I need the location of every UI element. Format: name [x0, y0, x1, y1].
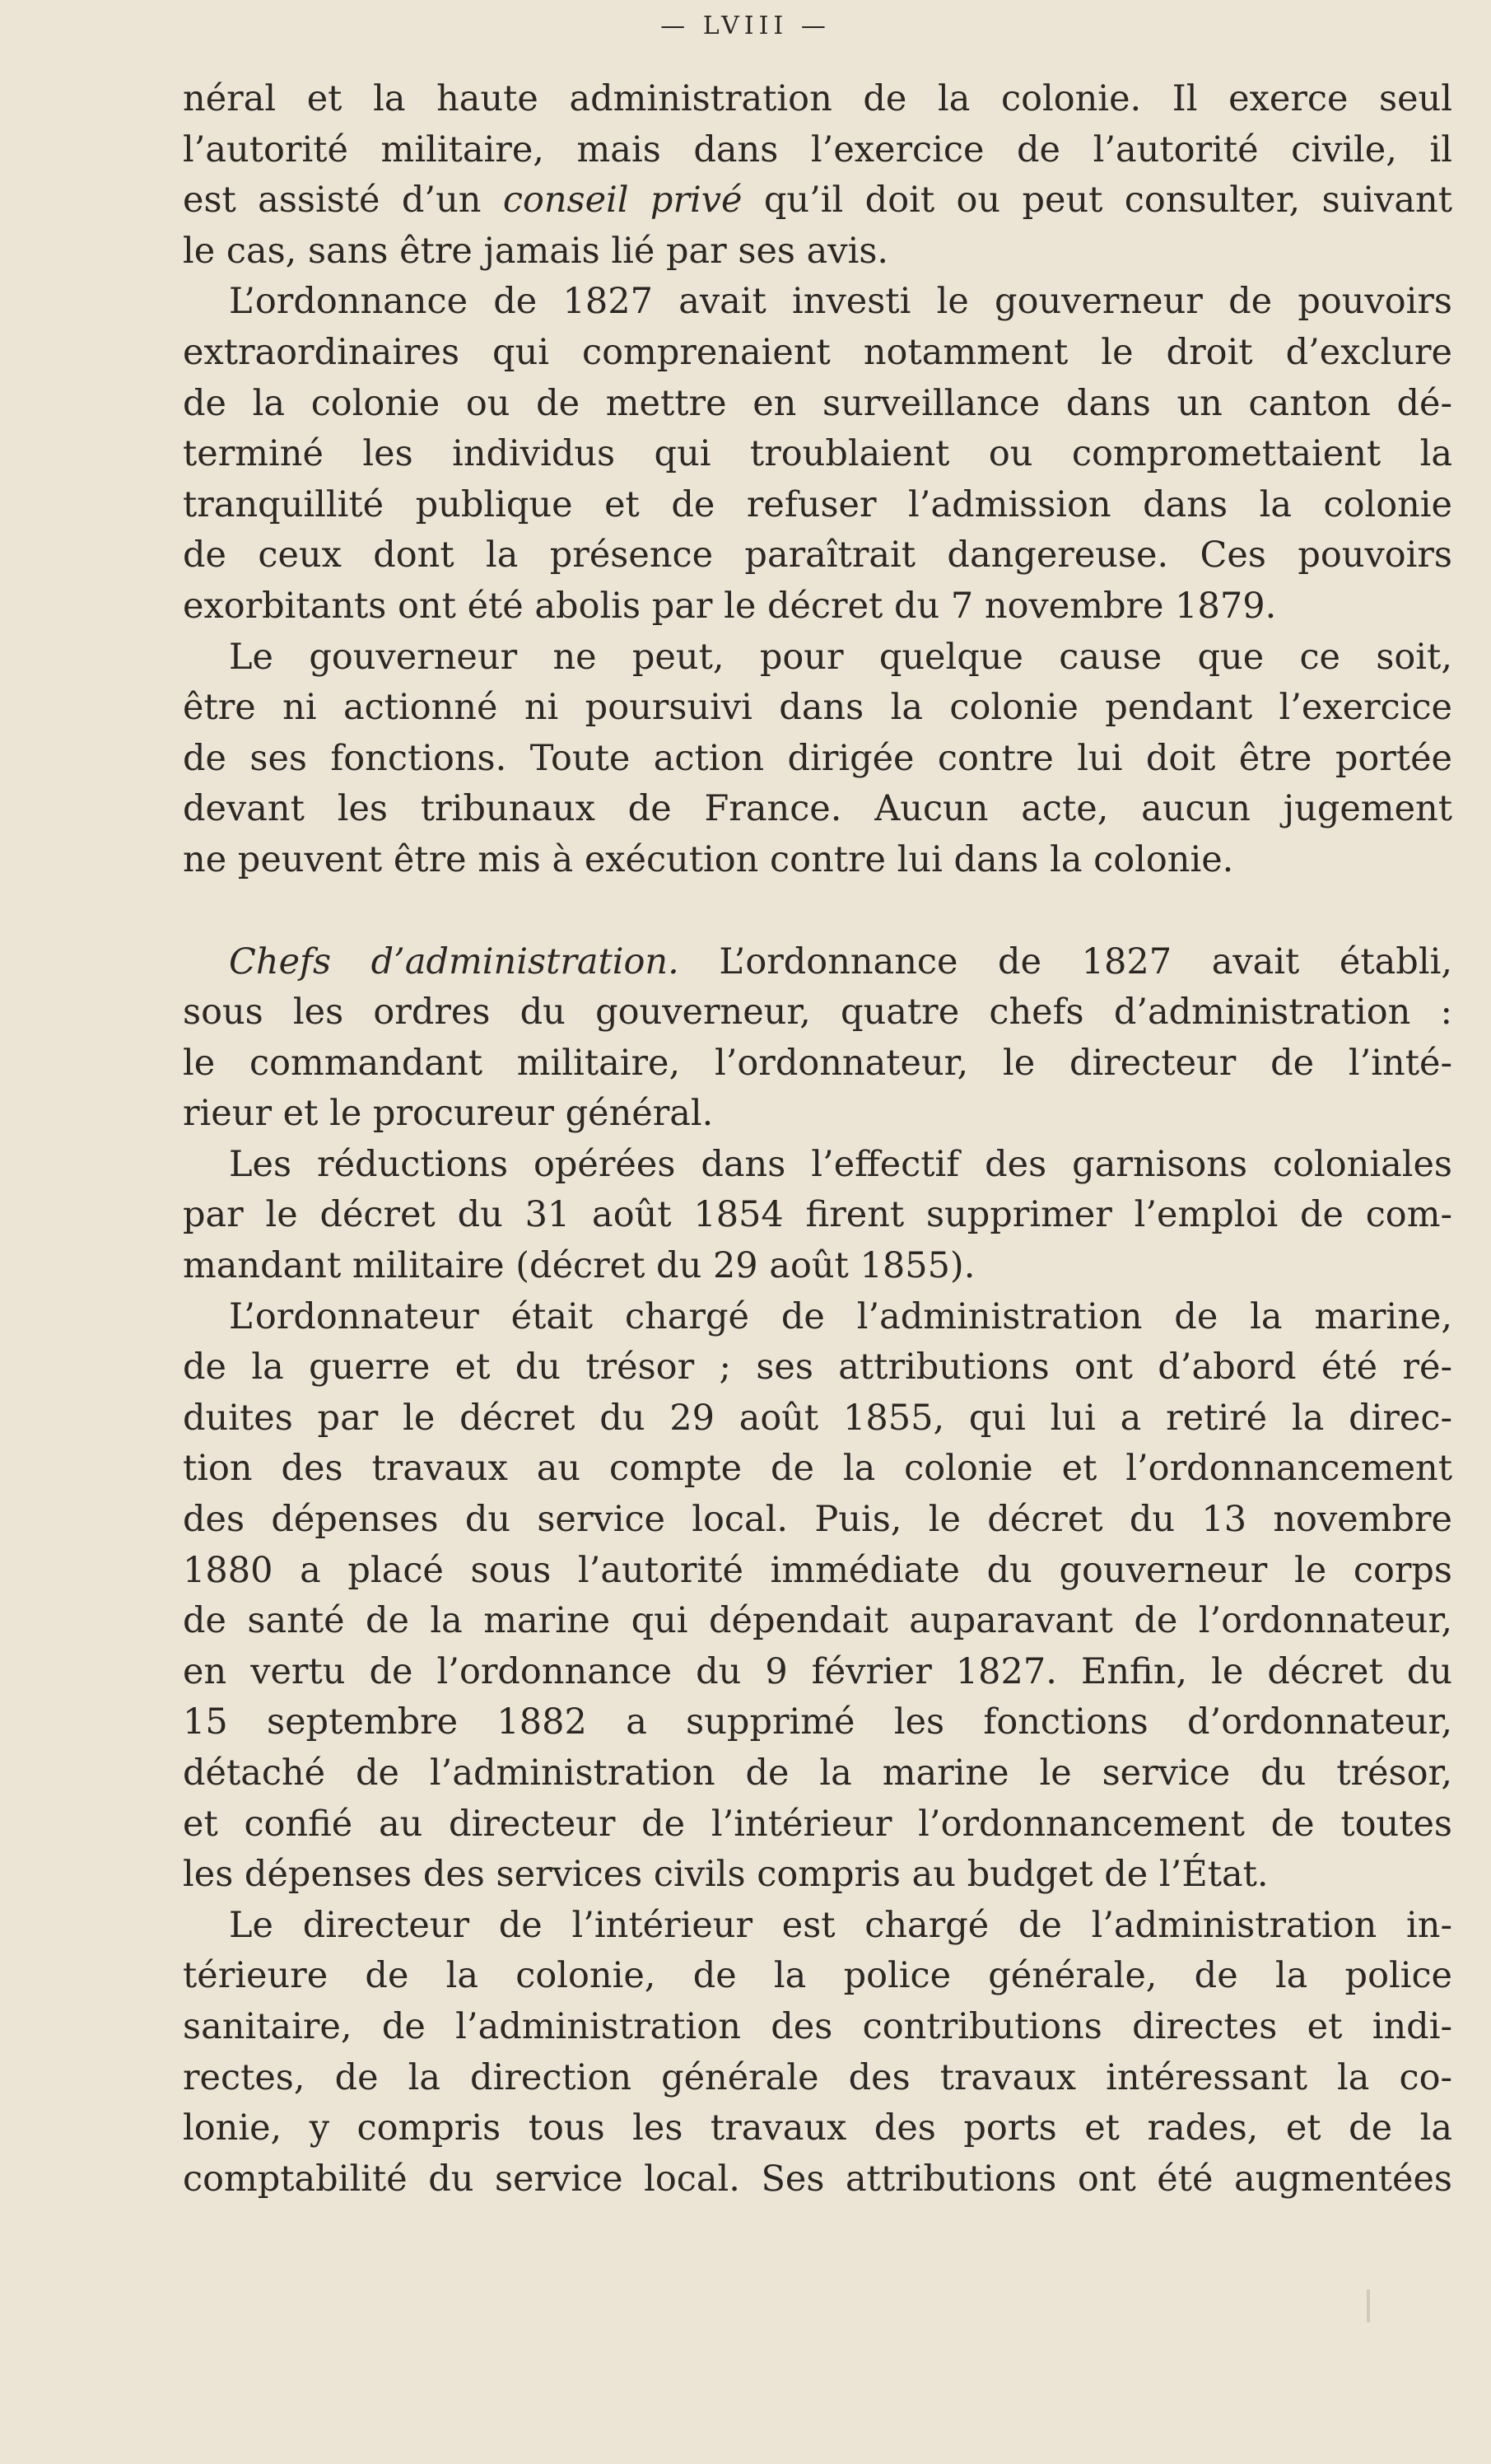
paper-blemish	[1367, 2289, 1370, 2322]
paragraph	[183, 277, 1452, 632]
text-line	[183, 937, 1452, 988]
text-line: comptabilité du service local. Ses attributions ont été augmentées	[183, 2158, 1452, 2200]
text-line: 1880 a placé sous l’autorité immédiate du gouverneur le corps	[183, 1549, 1452, 1591]
text-line: l’autorité militaire, mais dans l’exercice de l’autorité civile, il	[183, 128, 1452, 170]
text-line: par le décret du 31 août 1854 firent supprimer l’emploi de com-	[183, 1194, 1452, 1236]
text-run: est assisté d’un	[183, 180, 503, 222]
text-line: le commandant militaire, l’ordonnateur, le directeur de l’inté-	[183, 1042, 1452, 1084]
text-line: extraordinaires qui comprenaient notamment le droit d’exclure	[183, 331, 1452, 373]
text-line: le cas, sans être jamais lié par ses avis.	[183, 230, 889, 272]
text-column	[183, 74, 1452, 2205]
text-line: sanitaire, de l’administration des contributions directes et indi-	[183, 2005, 1452, 2047]
text-line: de santé de la marine qui dépendait auparavant de l’ordonnateur,	[183, 1600, 1452, 1642]
text-line: être ni actionné ni poursuivi dans la colonie pendant l’exercice	[183, 687, 1452, 729]
text-line: L’ordonnance de 1827 avait investi le gouverneur de pouvoirs	[229, 281, 1452, 323]
text-line	[183, 175, 1452, 226]
paragraph	[183, 74, 1452, 277]
text-line: tion des travaux au compte de la colonie et l’ordonnancement	[183, 1448, 1452, 1490]
paragraph	[183, 1140, 1452, 1292]
text-line: 15 septembre 1882 a supprimé les fonctions d’ordonnateur,	[183, 1701, 1452, 1743]
text-line: les dépenses des services civils compris au budget de l’État.	[183, 1854, 1269, 1896]
paragraph	[183, 632, 1452, 886]
text-run: L’ordonnance de 1827 avait établi,	[678, 940, 1452, 982]
text-line: néral et la haute administration de la colonie. Il exerce seul	[183, 78, 1452, 119]
text-line: rieur et le procureur général.	[183, 1093, 714, 1135]
text-line: Les réductions opérées dans l’effectif des garnisons coloniales	[229, 1143, 1452, 1185]
text-line: térieure de la colonie, de la police générale, de la police	[183, 1955, 1452, 1997]
text-line: devant les tribunaux de France. Aucun acte, aucun jugement	[183, 788, 1452, 830]
text-line: de la colonie ou de mettre en surveillance dans un canton dé-	[183, 382, 1452, 424]
italic-term: Chefs d’administration.	[229, 940, 679, 982]
text-line: Le directeur de l’intérieur est chargé de l’administration in-	[229, 1904, 1452, 1946]
text-line: mandant militaire (décret du 29 août 1855).	[183, 1245, 976, 1287]
page-number: — LVIII —	[660, 12, 831, 40]
text-line: tranquillité publique et de refuser l’admission dans la colonie	[183, 483, 1452, 525]
paragraph	[183, 937, 1452, 1140]
text-line: duites par le décret du 29 août 1855, qui lui a retiré la direc-	[183, 1397, 1452, 1439]
text-line: détaché de l’administration de la marine le service du trésor,	[183, 1752, 1452, 1794]
text-line: et confié au directeur de l’intérieur l’ordonnancement de toutes	[183, 1803, 1452, 1845]
text-line: Le gouverneur ne peut, pour quelque cause que ce soit,	[229, 636, 1452, 678]
text-run: qu’il doit ou peut consulter, suivant	[742, 180, 1452, 222]
text-line: des dépenses du service local. Puis, le décret du 13 novembre	[183, 1499, 1452, 1541]
text-line: rectes, de la direction générale des travaux intéressant la co-	[183, 2056, 1452, 2098]
paragraph	[183, 1901, 1452, 2205]
text-line: L’ordonnateur était chargé de l’administration de la marine,	[229, 1295, 1452, 1337]
text-line: de ses fonctions. Toute action dirigée contre lui doit être portée	[183, 737, 1452, 779]
text-line: ne peuvent être mis à exécution contre lui dans la colonie.	[183, 838, 1234, 880]
text-line: lonie, y compris tous les travaux des ports et rades, et de la	[183, 2107, 1452, 2149]
text-line: en vertu de l’ordonnance du 9 février 1827. Enfin, le décret du	[183, 1650, 1452, 1692]
text-line: de la guerre et du trésor ; ses attributions ont d’abord été ré-	[183, 1346, 1452, 1388]
text-line: terminé les individus qui troublaient ou compromettaient la	[183, 433, 1452, 475]
text-line: de ceux dont la présence paraîtrait dangereuse. Ces pouvoirs	[183, 534, 1452, 576]
text-line: sous les ordres du gouverneur, quatre chefs d’administration :	[183, 992, 1452, 1034]
paragraph	[183, 1292, 1452, 1901]
section-gap	[183, 886, 1452, 937]
italic-term: conseil privé	[502, 180, 743, 222]
text-line: exorbitants ont été abolis par le décret du 7 novembre 1879.	[183, 585, 1277, 627]
